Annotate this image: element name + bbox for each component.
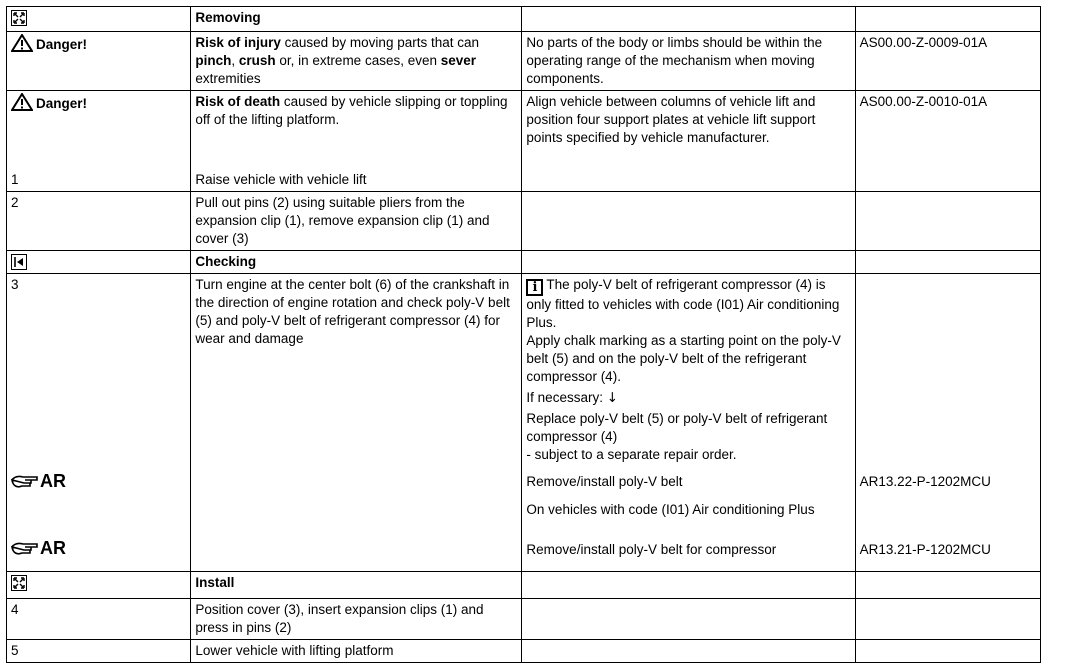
step-number-1: 1 <box>11 172 19 187</box>
section-removing-row <box>7 7 1041 32</box>
install-symbol-icon <box>11 575 27 591</box>
ar1-text: Remove/install poly-V belt <box>526 474 683 489</box>
warning-triangle-icon <box>11 34 33 52</box>
step-text-5: Lower vehicle with lifting platform <box>191 640 522 663</box>
warning-triangle-icon <box>11 93 33 111</box>
subject-note: - subject to a separate repair order. <box>526 447 737 462</box>
danger-ref-death: AS00.00-Z-0010-01A <box>855 91 1040 192</box>
danger-label: Danger! <box>11 37 87 52</box>
ar2-ref[interactable]: AR13.21-P-1202MCU <box>859 542 991 557</box>
step-row-2 <box>7 192 1041 251</box>
pointing-hand-icon <box>11 472 39 490</box>
danger-label: Danger! <box>11 96 87 111</box>
danger-ref-injury: AS00.00-Z-0009-01A <box>855 32 1040 91</box>
arrow-down-icon: ↓ <box>606 390 619 406</box>
info-icon: i <box>526 279 543 296</box>
ar-reference-1[interactable]: AR <box>11 472 66 490</box>
section-title-install: Install <box>191 572 522 599</box>
step-text-1: Raise vehicle with vehicle lift <box>195 172 367 187</box>
danger-measure-injury: No parts of the body or limbs should be within the operating range of the mechanism when moving components. <box>522 32 855 91</box>
step-text-3: Turn engine at the center bolt (6) of the crankshaft in the direction of engine rotation and check poly-V belt (5) and poly-V belt of refrigerant compressor (4) for wear and damage <box>191 274 522 572</box>
ar1-ref[interactable]: AR13.22-P-1202MCU <box>859 474 991 489</box>
procedure-table <box>6 6 1041 663</box>
section-title-removing: Removing <box>191 7 522 32</box>
step-number-5: 5 <box>7 640 191 663</box>
step-row-4 <box>7 599 1041 640</box>
if-necessary: If necessary: ↓ <box>526 390 619 406</box>
step-text-2: Pull out pins (2) using suitable pliers from the expansion clip (1), remove expansion clip (1) and cover (3) <box>191 192 522 251</box>
pointing-hand-icon <box>11 539 39 557</box>
danger-measure-death: Align vehicle between columns of vehicle lift and position four support plates at vehicle lift support points specified by vehicle manufacturer. <box>522 91 855 192</box>
ar-reference-2[interactable]: AR <box>11 539 66 557</box>
section-checking-row <box>7 251 1041 274</box>
step-row-5 <box>7 640 1041 663</box>
step-number-2: 2 <box>7 192 191 251</box>
ar2-text: Remove/install poly-V belt for compressor <box>526 542 777 557</box>
danger-row-death <box>7 91 1041 192</box>
chalk-note: Apply chalk marking as a starting point on the poly-V belt (5) and on the poly-V belt of the refrigerant compressor (4). <box>526 333 841 384</box>
danger-risk-death: Risk of death caused by vehicle slipping or toppling off of the lifting platform. <box>195 94 508 127</box>
replace-note: Replace poly-V belt (5) or poly-V belt of refrigerant compressor (4) <box>526 411 828 444</box>
info-note: i The poly-V belt of refrigerant compressor (4) is only fitted to vehicles with code (I01) Air conditioning Plus. <box>526 277 840 330</box>
removing-symbol-icon <box>11 10 27 26</box>
section-install-row <box>7 572 1041 599</box>
step-number-3: 3 <box>11 277 19 292</box>
danger-risk-injury: Risk of injury caused by moving parts that can pinch, crush or, in extreme cases, even sever extremities <box>191 32 522 91</box>
step-number-4: 4 <box>7 599 191 640</box>
section-title-checking: Checking <box>191 251 522 274</box>
danger-row-injury <box>7 32 1041 91</box>
checking-symbol-icon <box>11 254 27 270</box>
step-text-4: Position cover (3), insert expansion clips (1) and press in pins (2) <box>191 599 522 640</box>
code-note: On vehicles with code (I01) Air conditioning Plus <box>526 502 815 517</box>
step-row-3 <box>7 274 1041 572</box>
